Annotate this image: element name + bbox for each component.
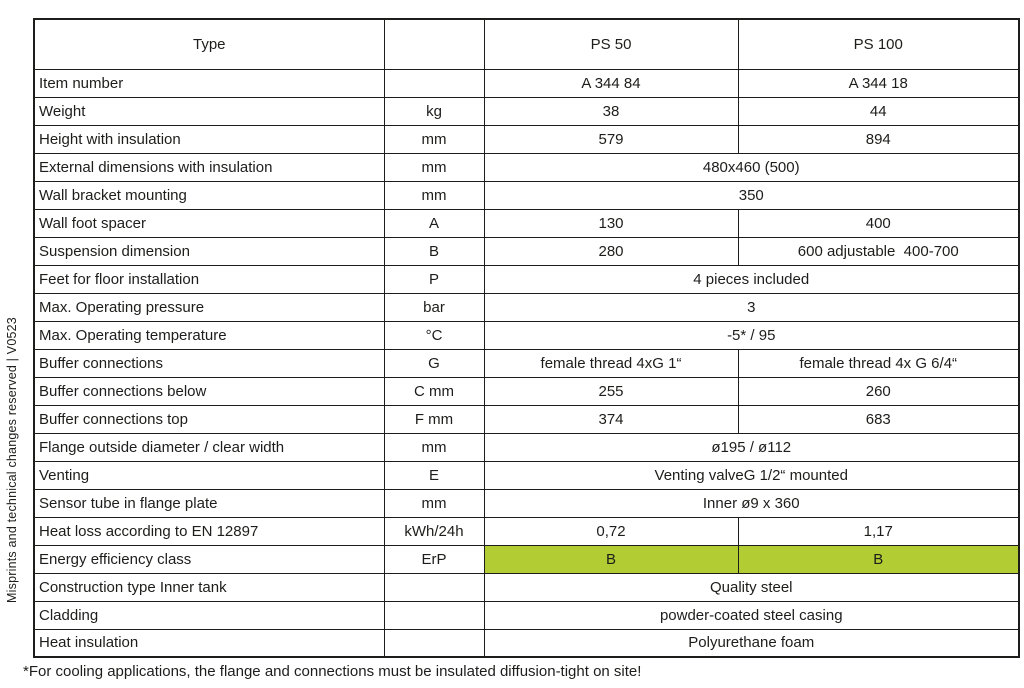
table-row-suspension-dimension (34, 237, 1019, 265)
table-row-wall-bracket (34, 181, 1019, 209)
row-unit: kWh/24h (384, 517, 484, 545)
row-label: Heat loss according to EN 12897 (34, 517, 384, 545)
row-label: Buffer connections top (34, 405, 384, 433)
row-unit: mm (384, 153, 484, 181)
row-unit: ErP (384, 545, 484, 573)
row-label: External dimensions with insulation (34, 153, 384, 181)
row-value-ps100: A 344 18 (738, 69, 1019, 97)
row-label: Wall bracket mounting (34, 181, 384, 209)
row-label: Venting (34, 461, 384, 489)
row-unit: G (384, 349, 484, 377)
table-row-energy-efficiency (34, 545, 1019, 573)
row-value-merged: Polyurethane foam (484, 629, 1019, 657)
table-row-wall-foot-spacer (34, 209, 1019, 237)
row-unit: A (384, 209, 484, 237)
row-unit: mm (384, 433, 484, 461)
row-label: Heat insulation (34, 629, 384, 657)
row-value-ps100: 894 (738, 125, 1019, 153)
table-row-venting (34, 461, 1019, 489)
row-label: Energy efficiency class (34, 545, 384, 573)
table-row-buffer-connections-below (34, 377, 1019, 405)
row-unit: kg (384, 97, 484, 125)
row-value-merged: ø195 / ø112 (484, 433, 1019, 461)
footnote: *For cooling applications, the flange and connections must be insulated diffusion-tight on site! (23, 663, 642, 680)
row-value-ps50: female thread 4xG 1“ (484, 349, 738, 377)
row-unit: mm (384, 125, 484, 153)
row-value-ps100: 1,17 (738, 517, 1019, 545)
table-row-buffer-connections (34, 349, 1019, 377)
row-label: Sensor tube in flange plate (34, 489, 384, 517)
row-label: Feet for floor installation (34, 265, 384, 293)
row-label: Wall foot spacer (34, 209, 384, 237)
row-value-ps100: 400 (738, 209, 1019, 237)
row-value-merged: Inner ø9 x 360 (484, 489, 1019, 517)
row-label: Cladding (34, 601, 384, 629)
table-row-item-number (34, 69, 1019, 97)
row-label: Suspension dimension (34, 237, 384, 265)
column-header-unit (384, 19, 484, 69)
row-unit (384, 601, 484, 629)
table-row-cladding (34, 601, 1019, 629)
row-value-ps100: 260 (738, 377, 1019, 405)
row-value-ps50: 0,72 (484, 517, 738, 545)
row-value-ps50: 38 (484, 97, 738, 125)
column-header-type: Type (34, 19, 384, 69)
row-value-ps100: 683 (738, 405, 1019, 433)
row-value-ps50: 374 (484, 405, 738, 433)
row-label: Buffer connections (34, 349, 384, 377)
row-label: Item number (34, 69, 384, 97)
row-value-merged: Quality steel (484, 573, 1019, 601)
row-label: Construction type Inner tank (34, 573, 384, 601)
column-header-ps100: PS 100 (738, 19, 1019, 69)
row-value-merged: 480x460 (500) (484, 153, 1019, 181)
spec-table (33, 18, 1020, 658)
row-value-merged: powder-coated steel casing (484, 601, 1019, 629)
row-unit: C mm (384, 377, 484, 405)
row-unit: °C (384, 321, 484, 349)
row-unit: mm (384, 489, 484, 517)
row-value-merged: 350 (484, 181, 1019, 209)
table-row-feet-floor (34, 265, 1019, 293)
row-value-ps50: 255 (484, 377, 738, 405)
table-row-external-dimensions (34, 153, 1019, 181)
row-value-merged: -5* / 95 (484, 321, 1019, 349)
table-row-max-pressure (34, 293, 1019, 321)
table-row-construction-type (34, 573, 1019, 601)
row-unit (384, 69, 484, 97)
row-label: Max. Operating temperature (34, 321, 384, 349)
table-row-height (34, 125, 1019, 153)
energy-class-badge-ps50: B (484, 545, 738, 573)
table-row-heat-insulation (34, 629, 1019, 657)
table-row-weight (34, 97, 1019, 125)
row-unit: mm (384, 181, 484, 209)
row-unit (384, 573, 484, 601)
table-row-buffer-connections-top (34, 405, 1019, 433)
column-header-ps50: PS 50 (484, 19, 738, 69)
row-value-ps100: 600 adjustable 400-700 (738, 237, 1019, 265)
row-label: Height with insulation (34, 125, 384, 153)
row-unit: E (384, 461, 484, 489)
row-label: Weight (34, 97, 384, 125)
row-label: Max. Operating pressure (34, 293, 384, 321)
row-unit: F mm (384, 405, 484, 433)
row-unit: bar (384, 293, 484, 321)
row-value-merged: Venting valveG 1/2“ mounted (484, 461, 1019, 489)
row-unit (384, 629, 484, 657)
row-label: Flange outside diameter / clear width (34, 433, 384, 461)
row-unit: B (384, 237, 484, 265)
row-value-ps50: 280 (484, 237, 738, 265)
row-value-ps100: 44 (738, 97, 1019, 125)
table-row-max-temperature (34, 321, 1019, 349)
row-unit: P (384, 265, 484, 293)
table-header-row (34, 19, 1019, 69)
row-value-ps50: 130 (484, 209, 738, 237)
row-value-merged: 3 (484, 293, 1019, 321)
table-row-heat-loss (34, 517, 1019, 545)
row-label: Buffer connections below (34, 377, 384, 405)
row-value-ps100: female thread 4x G 6/4“ (738, 349, 1019, 377)
sidebar-note: Misprints and technical changes reserved | V0523 (5, 317, 19, 603)
row-value-merged: 4 pieces included (484, 265, 1019, 293)
energy-class-badge-ps100: B (738, 545, 1019, 573)
row-value-ps50: A 344 84 (484, 69, 738, 97)
table-row-flange-diameter (34, 433, 1019, 461)
row-value-ps50: 579 (484, 125, 738, 153)
table-row-sensor-tube (34, 489, 1019, 517)
